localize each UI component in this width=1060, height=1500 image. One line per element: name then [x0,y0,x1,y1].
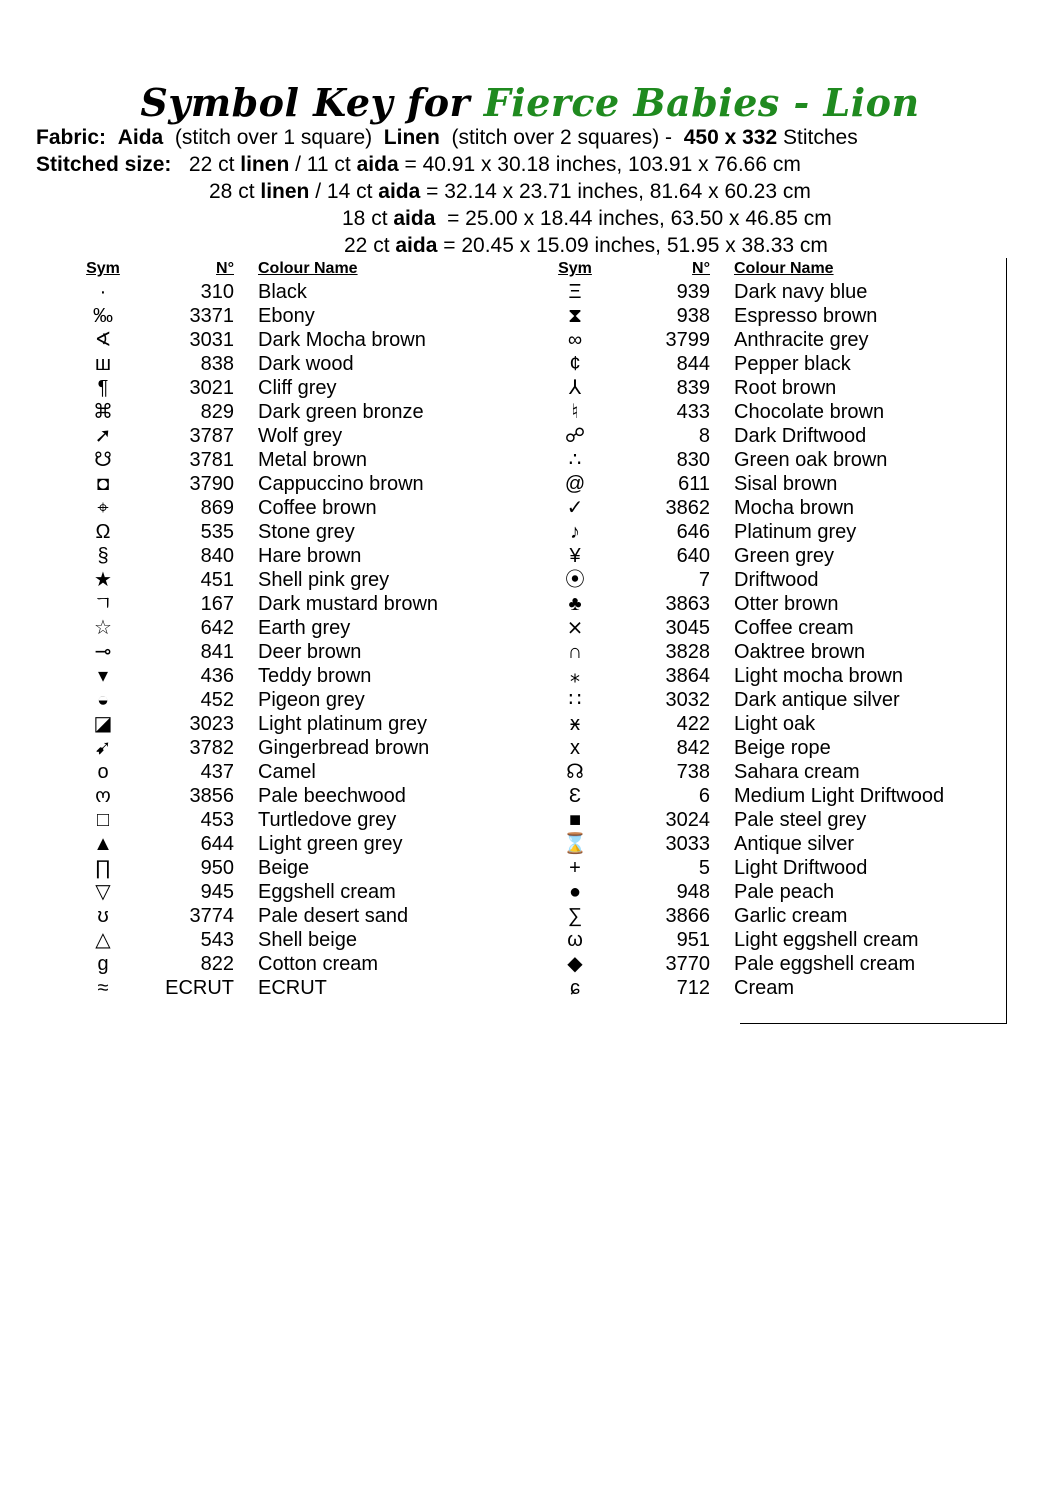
colour-name-cell: Dark wood [258,353,354,375]
fabric-label: Fabric: [36,126,107,149]
thread-number-cell: 842 [676,737,710,759]
thread-number-cell: 3774 [189,905,234,927]
table-row [540,664,974,688]
table-row [540,976,974,1000]
colour-name-cell: Espresso brown [734,305,878,327]
colour-name-cell: Black [258,281,307,303]
size-ct: 22 ct [344,234,390,257]
colour-name-cell: Pale eggshell cream [734,953,916,975]
symbol-cell: ☆ [94,617,112,639]
size-dimensions: = 25.00 x 18.44 inches, 63.50 x 46.85 cm [441,207,832,230]
page-title [0,80,1060,125]
thread-number-cell: 452 [200,689,234,711]
bottom-border-line [740,1023,1007,1024]
thread-number-cell: 3770 [665,953,710,975]
colour-name-cell: Earth grey [258,617,351,639]
colour-name-cell: Sisal brown [734,473,838,495]
symbol-cell: ⌘ [93,401,113,423]
thread-number-cell: 844 [676,353,710,375]
size-fabric: aida [378,180,421,203]
table-row [68,568,518,592]
thread-number-cell: 3021 [189,377,234,399]
thread-number-cell: 436 [200,665,234,687]
colour-name-cell: Garlic cream [734,905,848,927]
colour-name-cell: Turtledove grey [258,809,397,831]
symbol-cell: ☊ [566,761,584,783]
symbol-cell: ⌛ [562,833,588,855]
thread-number-cell: 839 [676,377,710,399]
thread-number-cell: 840 [200,545,234,567]
colour-name-cell: Wolf grey [258,425,343,447]
thread-number-cell: 822 [200,953,234,975]
colour-name-cell: ECRUT [258,977,327,999]
symbol-cell: ▲ [93,833,113,855]
table-row [68,400,518,424]
colour-name-cell: Coffee cream [734,617,854,639]
colour-name-cell: Hare brown [258,545,362,567]
colour-name-cell: Dark navy blue [734,281,868,303]
header-colour-name: Colour Name [258,260,358,277]
table-row [68,304,518,328]
symbol-cell: ☍ [564,425,586,447]
symbol-cell: Ξ [568,281,582,303]
thread-number-cell: 838 [200,353,234,375]
symbol-cell: ¶ [97,377,109,399]
symbol-cell: g [97,953,109,975]
stitched-size-line-3 [342,207,832,231]
colour-name-cell: Shell beige [258,929,357,951]
thread-number-cell: 3856 [189,785,234,807]
symbol-cell: ● [568,881,582,903]
colour-name-cell: Dark Driftwood [734,425,867,447]
thread-number-cell: 543 [200,929,234,951]
colour-name-cell: Sahara cream [734,761,860,783]
colour-name-cell: Antique silver [734,833,855,855]
symbol-cell: ∩ [567,641,583,663]
colour-name-cell: Teddy brown [258,665,372,687]
thread-number-cell: 3864 [665,665,710,687]
symbol-cell: § [97,545,109,567]
colour-name-cell: Mocha brown [734,497,855,519]
size-dimensions: = 20.45 x 15.09 inches, 51.95 x 38.33 cm [443,234,828,257]
thread-number-cell: ECRUT [165,977,234,999]
table-row [540,952,974,976]
table-row [540,808,974,832]
symbol-cell: ⦿ [565,569,585,591]
symbol-cell: ■ [568,809,582,831]
colour-name-cell: Eggshell cream [258,881,396,903]
colour-name-cell: Coffee brown [258,497,377,519]
stitched-size-line-2 [209,180,811,204]
table-row [540,928,974,952]
symbol-cell: ¢ [569,353,581,375]
thread-number-cell: 3799 [665,329,710,351]
table-row [68,976,518,1000]
symbol-cell: ∢ [94,329,112,351]
table-row [68,712,518,736]
fabric-line [36,126,858,150]
stitches-label: Stitches [783,126,858,149]
thread-number-cell: 3790 [189,473,234,495]
colour-name-cell: Shell pink grey [258,569,390,591]
colour-name-cell: Light eggshell cream [734,929,919,951]
colour-name-cell: Metal brown [258,449,367,471]
table-row [540,568,974,592]
thread-number-cell: 3862 [665,497,710,519]
colour-name-cell: Cliff grey [258,377,337,399]
stitched-size-line-4 [344,234,828,258]
symbol-cell: o [97,761,109,783]
thread-number-cell: 948 [676,881,710,903]
symbol-cell: ∴ [568,449,582,471]
thread-number-cell: 3866 [665,905,710,927]
thread-number-cell: 422 [676,713,710,735]
table-row [540,280,974,304]
size-ct: / 14 ct [315,180,373,203]
size-ct: 18 ct [342,207,388,230]
table-row [68,736,518,760]
table-row [68,472,518,496]
symbol-cell: ✓ [566,497,584,519]
colour-name-cell: Beige [258,857,310,879]
table-row [540,352,974,376]
header-num: N° [692,260,710,277]
table-row [68,640,518,664]
colour-name-cell: Dark mustard brown [258,593,439,615]
colour-name-cell: Light platinum grey [258,713,427,735]
thread-number-cell: 3024 [665,809,710,831]
thread-number-cell: 829 [200,401,234,423]
thread-number-cell: 453 [200,809,234,831]
colour-name-cell: Ebony [258,305,315,327]
fabric-aida: Aida [117,126,164,149]
table-row [68,880,518,904]
fabric-linen: Linen [383,126,440,149]
symbol-cell: ∑ [567,905,583,927]
symbol-cell: ★ [94,569,112,591]
colour-name-cell: Chocolate brown [734,401,885,423]
colour-name-cell: Medium Light Driftwood [734,785,945,807]
fabric-linen-note: (stitch over 2 squares) - [451,126,673,149]
table-row [540,592,974,616]
stitched-size-line-1 [36,153,801,177]
table-row [540,640,974,664]
thread-number-cell: 841 [200,641,234,663]
symbol-cell: ш [94,353,112,375]
table-row [68,664,518,688]
thread-number-cell: 3045 [665,617,710,639]
symbol-cell: ω [567,929,583,951]
thread-number-cell: 5 [698,857,710,879]
thread-number-cell: 3787 [189,425,234,447]
table-row [68,904,518,928]
size-fabric: linen [260,180,310,203]
colour-name-cell: Cotton cream [258,953,379,975]
symbol-cell: @ [564,473,586,495]
symbol-cell: ◪ [93,713,113,735]
table-row [540,904,974,928]
table-row [68,376,518,400]
colour-name-cell: Gingerbread brown [258,737,430,759]
table-row [540,616,974,640]
table-row [68,544,518,568]
fabric-aida-note: (stitch over 1 square) [174,126,373,149]
symbol-cell: ∷ [568,689,582,711]
symbol-cell: ɕ [570,977,580,999]
colour-name-cell: Oaktree brown [734,641,866,663]
size-fabric: aida [395,234,438,257]
table-row [540,400,974,424]
thread-number-cell: 535 [200,521,234,543]
table-row [540,736,974,760]
colour-name-cell: Light green grey [258,833,403,855]
symbol-cell: ◆ [567,953,583,975]
table-row [68,928,518,952]
colour-name-cell: Platinum grey [734,521,857,543]
symbol-cell: ▾ [97,665,109,687]
table-row [68,784,518,808]
symbol-cell: ⧗ [567,305,583,327]
stitches-count: 450 x 332 [683,126,778,149]
thread-number-cell: 6 [698,785,710,807]
symbol-cell: ∏ [94,857,112,879]
table-row [540,328,974,352]
header-sym: Sym [558,260,592,277]
colour-name-cell: Pale beechwood [258,785,406,807]
size-ct: 28 ct [209,180,255,203]
table-row [68,328,518,352]
symbol-cell: ◘ [96,473,110,495]
symbol-cell: ⌖ [97,497,109,519]
symbol-cell: ʊ [97,905,109,927]
colour-name-cell: Beige rope [734,737,831,759]
table-row [68,496,518,520]
size-fabric: linen [240,153,290,176]
symbol-cell: ӿ [570,713,580,735]
thread-number-cell: 451 [200,569,234,591]
table-row [540,880,974,904]
thread-number-cell: 437 [200,761,234,783]
colour-name-cell: Dark green bronze [258,401,424,423]
title-prefix: Symbol Key for [140,80,471,125]
table-row [540,304,974,328]
thread-number-cell: 939 [676,281,710,303]
thread-number-cell: 3031 [189,329,234,351]
table-row [68,832,518,856]
colour-name-cell: Pale steel grey [734,809,867,831]
thread-number-cell: 611 [678,473,710,495]
table-row [540,712,974,736]
colour-name-cell: Dark antique silver [734,689,900,711]
symbol-cell: ♪ [570,521,580,543]
symbol-cell: ➹ [94,737,112,759]
colour-name-cell: Green grey [734,545,835,567]
right-border-line [1006,258,1007,1024]
symbol-cell: ㄱ [93,593,113,615]
colour-name-cell: Light mocha brown [734,665,903,687]
header-colour-name: Colour Name [734,260,834,277]
symbol-cell: ♣ [568,593,582,615]
colour-name-cell: Pale peach [734,881,835,903]
colour-name-cell: Light Driftwood [734,857,868,879]
colour-name-cell: Pale desert sand [258,905,409,927]
symbol-cell: + [569,857,581,879]
table-row [68,952,518,976]
table-row [540,784,974,808]
thread-number-cell: 951 [676,929,710,951]
table-row [540,520,974,544]
symbol-cell: Ɛ [568,785,582,807]
colour-name-cell: Cappuccino brown [258,473,424,495]
thread-number-cell: 646 [676,521,710,543]
symbol-cell: ∞ [567,329,583,351]
table-row [68,448,518,472]
table-row [540,472,974,496]
table-row [68,616,518,640]
thread-number-cell: 950 [200,857,234,879]
thread-number-cell: 830 [676,449,710,471]
size-fabric: aida [356,153,399,176]
symbol-cell: □ [96,809,110,831]
table-row [540,856,974,880]
size-ct: 22 ct [188,153,235,176]
pattern-name: Fierce Babies - Lion [483,80,920,125]
table-row [68,856,518,880]
table-row [68,592,518,616]
symbol-cell: ➚ [94,425,112,447]
size-ct: / 11 ct [295,153,351,176]
table-row [540,760,974,784]
colour-name-cell: Pepper black [734,353,851,375]
symbol-cell: ‰ [93,305,113,327]
thread-number-cell: 8 [698,425,710,447]
colour-name-cell: Root brown [734,377,837,399]
symbol-cell: ◒ [96,689,110,711]
stitched-size-label: Stitched size: [36,153,172,176]
symbol-cell: · [99,281,107,303]
colour-name-cell: Camel [258,761,316,783]
table-row [540,496,974,520]
table-row [68,280,518,304]
symbol-cell: △ [95,929,111,951]
symbol-cell: Ω [95,521,111,543]
symbol-cell: ⨯ [566,617,584,639]
symbol-cell: ⁎ [570,665,580,687]
symbol-cell: ⅄ [568,377,582,399]
thread-number-cell: 3781 [189,449,234,471]
symbol-key-table-right [540,258,974,1000]
colour-name-cell: Green oak brown [734,449,888,471]
thread-number-cell: 310 [200,281,234,303]
thread-number-cell: 3863 [665,593,710,615]
thread-number-cell: 945 [200,881,234,903]
table-row [540,544,974,568]
symbol-cell: x [570,737,580,759]
colour-name-cell: Deer brown [258,641,362,663]
symbol-cell: ▽ [95,881,111,903]
symbol-cell: ო [95,785,111,807]
thread-number-cell: 3023 [189,713,234,735]
colour-name-cell: Pigeon grey [258,689,365,711]
table-row [68,520,518,544]
thread-number-cell: 642 [200,617,234,639]
thread-number-cell: 738 [676,761,710,783]
thread-number-cell: 938 [676,305,710,327]
symbol-key-table-left [68,258,518,1000]
symbol-cell: ☋ [94,449,112,471]
table-row [68,352,518,376]
symbol-cell: ≈ [97,977,109,999]
colour-name-cell: Cream [734,977,795,999]
thread-number-cell: 167 [200,593,234,615]
thread-number-cell: 433 [676,401,710,423]
thread-number-cell: 3032 [665,689,710,711]
size-fabric: aida [393,207,436,230]
colour-name-cell: Otter brown [734,593,839,615]
table-row [68,760,518,784]
symbol-cell: ♮ [571,401,579,423]
table-row [540,448,974,472]
table-row [540,424,974,448]
table-row [540,688,974,712]
symbol-cell: ⊸ [94,641,112,663]
table-row [68,808,518,832]
thread-number-cell: 3033 [665,833,710,855]
table-row [68,688,518,712]
thread-number-cell: 3782 [189,737,234,759]
header-sym: Sym [86,260,120,277]
size-dimensions: = 40.91 x 30.18 inches, 103.91 x 76.66 cm [404,153,801,176]
colour-name-cell: Stone grey [258,521,355,543]
table-row [540,376,974,400]
thread-number-cell: 640 [676,545,710,567]
table-row [68,424,518,448]
thread-number-cell: 869 [200,497,234,519]
thread-number-cell: 644 [200,833,234,855]
thread-number-cell: 3828 [665,641,710,663]
colour-name-cell: Anthracite grey [734,329,869,351]
thread-number-cell: 712 [676,977,710,999]
colour-name-cell: Light oak [734,713,816,735]
header-num: N° [216,260,234,277]
colour-name-cell: Dark Mocha brown [258,329,426,351]
colour-name-cell: Driftwood [734,569,819,591]
thread-number-cell: 7 [698,569,710,591]
thread-number-cell: 3371 [189,305,234,327]
size-dimensions: = 32.14 x 23.71 inches, 81.64 x 60.23 cm [426,180,811,203]
table-row [540,832,974,856]
symbol-cell: ¥ [569,545,581,567]
